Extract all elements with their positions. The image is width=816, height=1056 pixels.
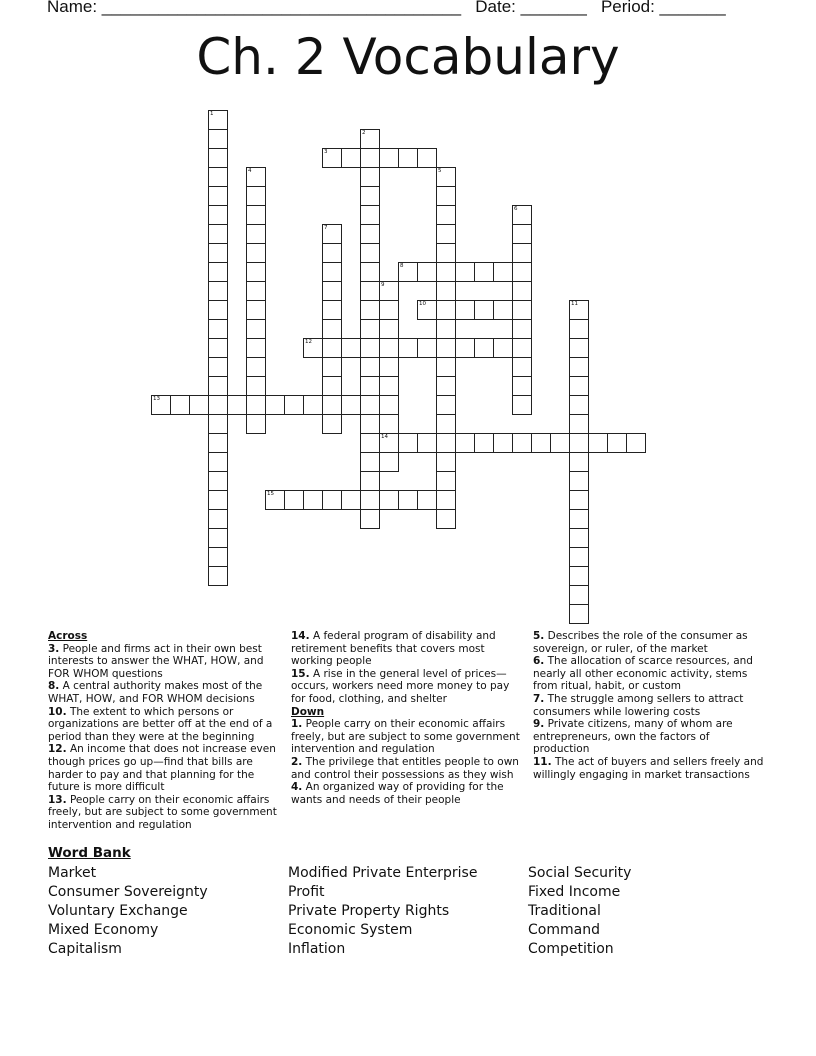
word-bank-item: Inflation <box>288 941 346 957</box>
clue-number: 1 <box>210 111 214 117</box>
crossword-cell[interactable] <box>246 395 266 415</box>
crossword-cell[interactable] <box>569 395 589 415</box>
crossword-cell[interactable] <box>569 471 589 491</box>
clues-column-3 <box>533 630 769 781</box>
crossword-cell[interactable] <box>246 414 266 434</box>
crossword-cell[interactable] <box>170 395 190 415</box>
clue-text: Private citizens, many of whom are entrepreneurs, own the factors of production <box>533 718 733 756</box>
crossword-cell[interactable] <box>436 186 456 206</box>
crossword-cell[interactable] <box>436 376 456 396</box>
crossword-cell[interactable] <box>569 528 589 548</box>
crossword-cell[interactable] <box>474 262 494 282</box>
crossword-cell[interactable] <box>322 395 342 415</box>
crossword-cell[interactable] <box>398 338 418 358</box>
crossword-cell[interactable] <box>436 319 456 339</box>
crossword-cell[interactable] <box>227 395 247 415</box>
crossword-cell[interactable] <box>208 433 228 453</box>
crossword-cell[interactable] <box>569 585 589 605</box>
crossword-cell[interactable] <box>360 129 380 149</box>
crossword-cell[interactable] <box>360 509 380 529</box>
crossword-cell[interactable] <box>493 300 513 320</box>
crossword-cell[interactable] <box>398 262 418 282</box>
clue-item <box>533 655 769 693</box>
word-bank-item: Social Security <box>528 865 632 881</box>
clue-text: A central authority makes most of the WHAT, HOW, and FOR WHOM decisions <box>48 680 263 705</box>
clue-number-label: 8. <box>48 680 60 693</box>
crossword-cell[interactable] <box>569 300 589 320</box>
crossword-cell[interactable] <box>512 338 532 358</box>
clue-number-label: 7. <box>533 692 545 705</box>
crossword-cell[interactable] <box>246 243 266 263</box>
crossword-cell[interactable] <box>569 376 589 396</box>
crossword-cell[interactable] <box>512 224 532 244</box>
crossword-cell[interactable] <box>569 452 589 472</box>
crossword-cell[interactable] <box>436 357 456 377</box>
crossword-cell[interactable] <box>246 319 266 339</box>
clue-text: An organized way of providing for the wants and needs of their people <box>291 781 504 806</box>
crossword-cell[interactable] <box>379 338 399 358</box>
crossword-cell[interactable] <box>322 281 342 301</box>
clue-text: The extent to which persons or organizations are better off at the end of a period than they were at the beginning <box>48 705 273 743</box>
clue-item <box>291 756 527 781</box>
crossword-cell[interactable] <box>436 224 456 244</box>
crossword-cell[interactable] <box>360 433 380 453</box>
clue-number-label: 9. <box>533 718 545 731</box>
clue-number-label: 2. <box>291 755 303 768</box>
crossword-cell[interactable] <box>379 452 399 472</box>
word-bank-item: Mixed Economy <box>48 922 159 938</box>
crossword-cell[interactable] <box>512 319 532 339</box>
crossword-cell[interactable] <box>398 433 418 453</box>
crossword-cell[interactable] <box>512 262 532 282</box>
crossword-cell[interactable] <box>512 433 532 453</box>
across-heading: Across <box>48 630 88 642</box>
crossword-cell[interactable] <box>322 357 342 377</box>
crossword-cell[interactable] <box>284 395 304 415</box>
crossword-cell[interactable] <box>512 300 532 320</box>
word-bank-item: Fixed Income <box>528 884 621 900</box>
crossword-cell[interactable] <box>569 547 589 567</box>
crossword-cell[interactable] <box>246 376 266 396</box>
crossword-cell[interactable] <box>512 243 532 263</box>
crossword-cell[interactable] <box>360 167 380 187</box>
crossword-cell[interactable] <box>208 167 228 187</box>
crossword-cell[interactable] <box>322 224 342 244</box>
crossword-cell[interactable] <box>303 338 323 358</box>
crossword-cell[interactable] <box>303 490 323 510</box>
crossword-cell[interactable] <box>360 243 380 263</box>
crossword-cell[interactable] <box>550 433 570 453</box>
crossword-cell[interactable] <box>417 148 437 168</box>
crossword-cell[interactable] <box>379 300 399 320</box>
clue-number-label: 10. <box>48 705 67 718</box>
crossword-cell[interactable] <box>246 300 266 320</box>
crossword-cell[interactable] <box>208 471 228 491</box>
crossword-cell[interactable] <box>322 338 342 358</box>
crossword-cell[interactable] <box>208 300 228 320</box>
clue-number: 8 <box>400 263 404 269</box>
crossword-cell[interactable] <box>360 319 380 339</box>
crossword-cell[interactable] <box>208 205 228 225</box>
crossword-cell[interactable] <box>417 300 437 320</box>
crossword-cell[interactable] <box>417 433 437 453</box>
crossword-cell[interactable] <box>360 357 380 377</box>
crossword-cell[interactable] <box>455 300 475 320</box>
crossword-cell[interactable] <box>398 490 418 510</box>
crossword-cell[interactable] <box>398 148 418 168</box>
crossword-cell[interactable] <box>208 452 228 472</box>
clue-item <box>291 630 527 668</box>
crossword-cell[interactable] <box>379 490 399 510</box>
clue-number: 13 <box>153 396 160 402</box>
crossword-cell[interactable] <box>151 395 171 415</box>
clue-text: Describes the role of the consumer as sovereign, or ruler, of the market <box>533 630 748 655</box>
crossword-cell[interactable] <box>436 433 456 453</box>
crossword-cell[interactable] <box>208 243 228 263</box>
crossword-cell[interactable] <box>360 148 380 168</box>
clue-text: The struggle among sellers to attract consumers while lowering costs <box>533 692 744 718</box>
crossword-cell[interactable] <box>246 224 266 244</box>
clue-item <box>48 643 284 681</box>
crossword-cell[interactable] <box>379 281 399 301</box>
crossword-cell[interactable] <box>360 395 380 415</box>
crossword-cell[interactable] <box>360 281 380 301</box>
clue-item <box>291 668 527 706</box>
crossword-cell[interactable] <box>208 566 228 586</box>
crossword-cell[interactable] <box>246 281 266 301</box>
clue-number: 7 <box>324 225 328 231</box>
crossword-cell[interactable] <box>189 395 209 415</box>
crossword-cell[interactable] <box>265 395 285 415</box>
crossword-cell[interactable] <box>360 376 380 396</box>
crossword-cell[interactable] <box>493 262 513 282</box>
crossword-cell[interactable] <box>474 300 494 320</box>
crossword-cell[interactable] <box>436 414 456 434</box>
clue-text: An income that does not increase even though prices go up—find that bills are harder to pay and that planning for the future is more difficult <box>48 743 276 794</box>
crossword-cell[interactable] <box>512 395 532 415</box>
crossword-cell[interactable] <box>569 357 589 377</box>
crossword-cell[interactable] <box>208 547 228 567</box>
crossword-cell[interactable] <box>208 338 228 358</box>
crossword-cell[interactable] <box>208 129 228 149</box>
clue-number: 10 <box>419 301 426 307</box>
clue-number-label: 3. <box>48 642 60 655</box>
crossword-cell[interactable] <box>436 300 456 320</box>
clue-number-label: 6. <box>533 655 545 668</box>
crossword-cell[interactable] <box>569 433 589 453</box>
crossword-cell[interactable] <box>417 490 437 510</box>
crossword-cell[interactable] <box>360 471 380 491</box>
crossword-cell[interactable] <box>436 262 456 282</box>
crossword-cell[interactable] <box>417 338 437 358</box>
crossword-cell[interactable] <box>322 300 342 320</box>
clue-item <box>48 794 284 832</box>
crossword-cell[interactable] <box>379 319 399 339</box>
crossword-cell[interactable] <box>607 433 627 453</box>
word-bank-item: Competition <box>528 941 614 957</box>
crossword-cell[interactable] <box>436 338 456 358</box>
clue-number-label: 11. <box>533 755 552 768</box>
crossword-cell[interactable] <box>322 414 342 434</box>
crossword-cell[interactable] <box>265 490 285 510</box>
date-field[interactable]: Date: _______ <box>475 0 587 16</box>
clue-number-label: 4. <box>291 781 303 794</box>
clue-number-label: 12. <box>48 743 67 756</box>
period-field[interactable]: Period: _______ <box>600 0 726 16</box>
crossword-cell[interactable] <box>626 433 646 453</box>
crossword-cell[interactable] <box>436 205 456 225</box>
clues-column-2 <box>291 630 527 806</box>
crossword-cell[interactable] <box>208 319 228 339</box>
crossword-cell[interactable] <box>208 148 228 168</box>
clue-number-label: 15. <box>291 667 310 680</box>
crossword-cell[interactable] <box>379 433 399 453</box>
crossword-cell[interactable] <box>360 490 380 510</box>
clue-item <box>533 630 769 655</box>
word-bank-item: Voluntary Exchange <box>48 903 188 919</box>
word-bank-item: Profit <box>288 884 325 900</box>
crossword-cell[interactable] <box>417 262 437 282</box>
clue-item <box>48 706 284 744</box>
crossword-cell[interactable] <box>341 395 361 415</box>
crossword-cell[interactable] <box>208 490 228 510</box>
crossword-cell[interactable] <box>455 262 475 282</box>
clue-number: 12 <box>305 339 312 345</box>
clue-item <box>291 781 527 806</box>
clue-item <box>533 693 769 718</box>
word-bank-column-3 <box>528 864 631 959</box>
crossword-cell[interactable] <box>512 205 532 225</box>
clue-number-label: 14. <box>291 630 310 642</box>
clue-text: The allocation of scarce resources, and nearly all other economic activity, stems from ritual, habit, or custom <box>533 655 753 693</box>
clue-number-label: 1. <box>291 718 303 731</box>
crossword-cell[interactable] <box>322 319 342 339</box>
clue-item <box>291 718 527 756</box>
clue-text: The privilege that entitles people to own and control their possessions as they wish <box>291 755 519 781</box>
word-bank-item: Consumer Sovereignty <box>48 884 208 900</box>
crossword-cell[interactable] <box>436 490 456 510</box>
word-bank-item: Market <box>48 865 97 881</box>
crossword-cell[interactable] <box>341 490 361 510</box>
crossword-cell[interactable] <box>322 490 342 510</box>
crossword-cell[interactable] <box>569 509 589 529</box>
clue-number: 2 <box>362 130 366 136</box>
crossword-cell[interactable] <box>436 243 456 263</box>
crossword-cell[interactable] <box>341 148 361 168</box>
crossword-cell[interactable] <box>360 205 380 225</box>
crossword-cell[interactable] <box>379 357 399 377</box>
crossword-cell[interactable] <box>569 319 589 339</box>
name-field[interactable]: Name: ______________________________________ <box>47 0 462 16</box>
crossword-cell[interactable] <box>474 338 494 358</box>
crossword-cell[interactable] <box>208 186 228 206</box>
word-bank-item: Modified Private Enterprise <box>288 865 478 881</box>
clue-text: A rise in the general level of prices—occurs, workers need more money to pay for food, clothing, and shelter <box>291 667 510 705</box>
clue-text: A federal program of disability and retirement benefits that covers most working people <box>291 630 496 668</box>
clue-number-label: 13. <box>48 793 67 806</box>
clue-number-label: 5. <box>533 630 545 642</box>
word-bank-column-1 <box>48 864 208 959</box>
crossword-cell[interactable] <box>379 376 399 396</box>
crossword-cell[interactable] <box>569 490 589 510</box>
crossword-cell[interactable] <box>360 186 380 206</box>
crossword-cell[interactable] <box>436 452 456 472</box>
crossword-cell[interactable] <box>531 433 551 453</box>
crossword-cell[interactable] <box>512 376 532 396</box>
word-bank-item: Capitalism <box>48 941 122 957</box>
crossword-cell[interactable] <box>436 281 456 301</box>
clue-number: 15 <box>267 491 274 497</box>
crossword-cell[interactable] <box>341 338 361 358</box>
crossword-cell[interactable] <box>208 281 228 301</box>
clue-item <box>533 718 769 756</box>
clue-number: 4 <box>248 168 252 174</box>
crossword-cell[interactable] <box>322 262 342 282</box>
crossword-cell[interactable] <box>246 205 266 225</box>
crossword-cell[interactable] <box>493 338 513 358</box>
crossword-cell[interactable] <box>303 395 323 415</box>
clue-text: The act of buyers and sellers freely and willingly engaging in market transactions <box>533 755 764 781</box>
crossword-cell[interactable] <box>360 452 380 472</box>
crossword-cell[interactable] <box>208 509 228 529</box>
word-bank-item: Economic System <box>288 922 413 938</box>
crossword-cell[interactable] <box>208 395 228 415</box>
crossword-cell[interactable] <box>208 262 228 282</box>
crossword-cell[interactable] <box>322 243 342 263</box>
crossword-cell[interactable] <box>360 338 380 358</box>
crossword-cell[interactable] <box>322 148 342 168</box>
crossword-cell[interactable] <box>360 414 380 434</box>
crossword-cell[interactable] <box>436 395 456 415</box>
clue-number: 9 <box>381 282 385 288</box>
crossword-cell[interactable] <box>322 376 342 396</box>
crossword-cell[interactable] <box>436 471 456 491</box>
crossword-cell[interactable] <box>246 357 266 377</box>
crossword-cell[interactable] <box>569 604 589 624</box>
word-bank-item: Command <box>528 922 600 938</box>
crossword-cell[interactable] <box>246 167 266 187</box>
crossword-cell[interactable] <box>455 433 475 453</box>
page-title: Ch. 2 Vocabulary <box>196 28 620 86</box>
clue-text: People carry on their economic affairs freely, but are subject to some government intervention and regulation <box>48 793 277 831</box>
crossword-cell[interactable] <box>436 167 456 187</box>
crossword-cell[interactable] <box>455 338 475 358</box>
word-bank-column-2 <box>288 864 477 959</box>
crossword-cell[interactable] <box>360 224 380 244</box>
word-bank-item: Traditional <box>528 903 601 919</box>
clue-item <box>533 756 769 781</box>
crossword-cell[interactable] <box>284 490 304 510</box>
clue-text: People and firms act in their own best interests to answer the WHAT, HOW, and FOR WHOM questions <box>48 642 264 680</box>
crossword-cell[interactable] <box>379 395 399 415</box>
crossword-cell[interactable] <box>379 414 399 434</box>
crossword-cell[interactable] <box>436 509 456 529</box>
clue-number: 11 <box>571 301 578 307</box>
clue-number: 5 <box>438 168 442 174</box>
crossword-cell[interactable] <box>493 433 513 453</box>
crossword-cell[interactable] <box>208 414 228 434</box>
crossword-cell[interactable] <box>246 338 266 358</box>
crossword-cell[interactable] <box>474 433 494 453</box>
crossword-cell[interactable] <box>379 148 399 168</box>
clue-number: 3 <box>324 149 328 155</box>
crossword-cell[interactable] <box>246 262 266 282</box>
clue-item <box>48 743 284 793</box>
clue-text: People carry on their economic affairs freely, but are subject to some government intervention and regulation <box>291 718 520 756</box>
crossword-cell[interactable] <box>588 433 608 453</box>
word-bank-title: Word Bank <box>48 845 131 861</box>
crossword-cell[interactable] <box>246 186 266 206</box>
clue-item <box>48 680 284 705</box>
crossword-cell[interactable] <box>360 262 380 282</box>
crossword-cell[interactable] <box>208 357 228 377</box>
crossword-cell[interactable] <box>208 528 228 548</box>
crossword-cell[interactable] <box>569 414 589 434</box>
crossword-cell[interactable] <box>512 281 532 301</box>
crossword-cell[interactable] <box>208 376 228 396</box>
clue-number: 14 <box>381 434 388 440</box>
clues-column-1 <box>48 630 284 832</box>
down-heading: Down <box>291 705 325 718</box>
crossword-cell[interactable] <box>512 357 532 377</box>
crossword-cell[interactable] <box>569 338 589 358</box>
crossword-cell[interactable] <box>360 300 380 320</box>
clue-number: 6 <box>514 206 518 212</box>
crossword-cell[interactable] <box>208 224 228 244</box>
crossword-cell[interactable] <box>208 110 228 130</box>
crossword-cell[interactable] <box>569 566 589 586</box>
word-bank-item: Private Property Rights <box>288 903 450 919</box>
